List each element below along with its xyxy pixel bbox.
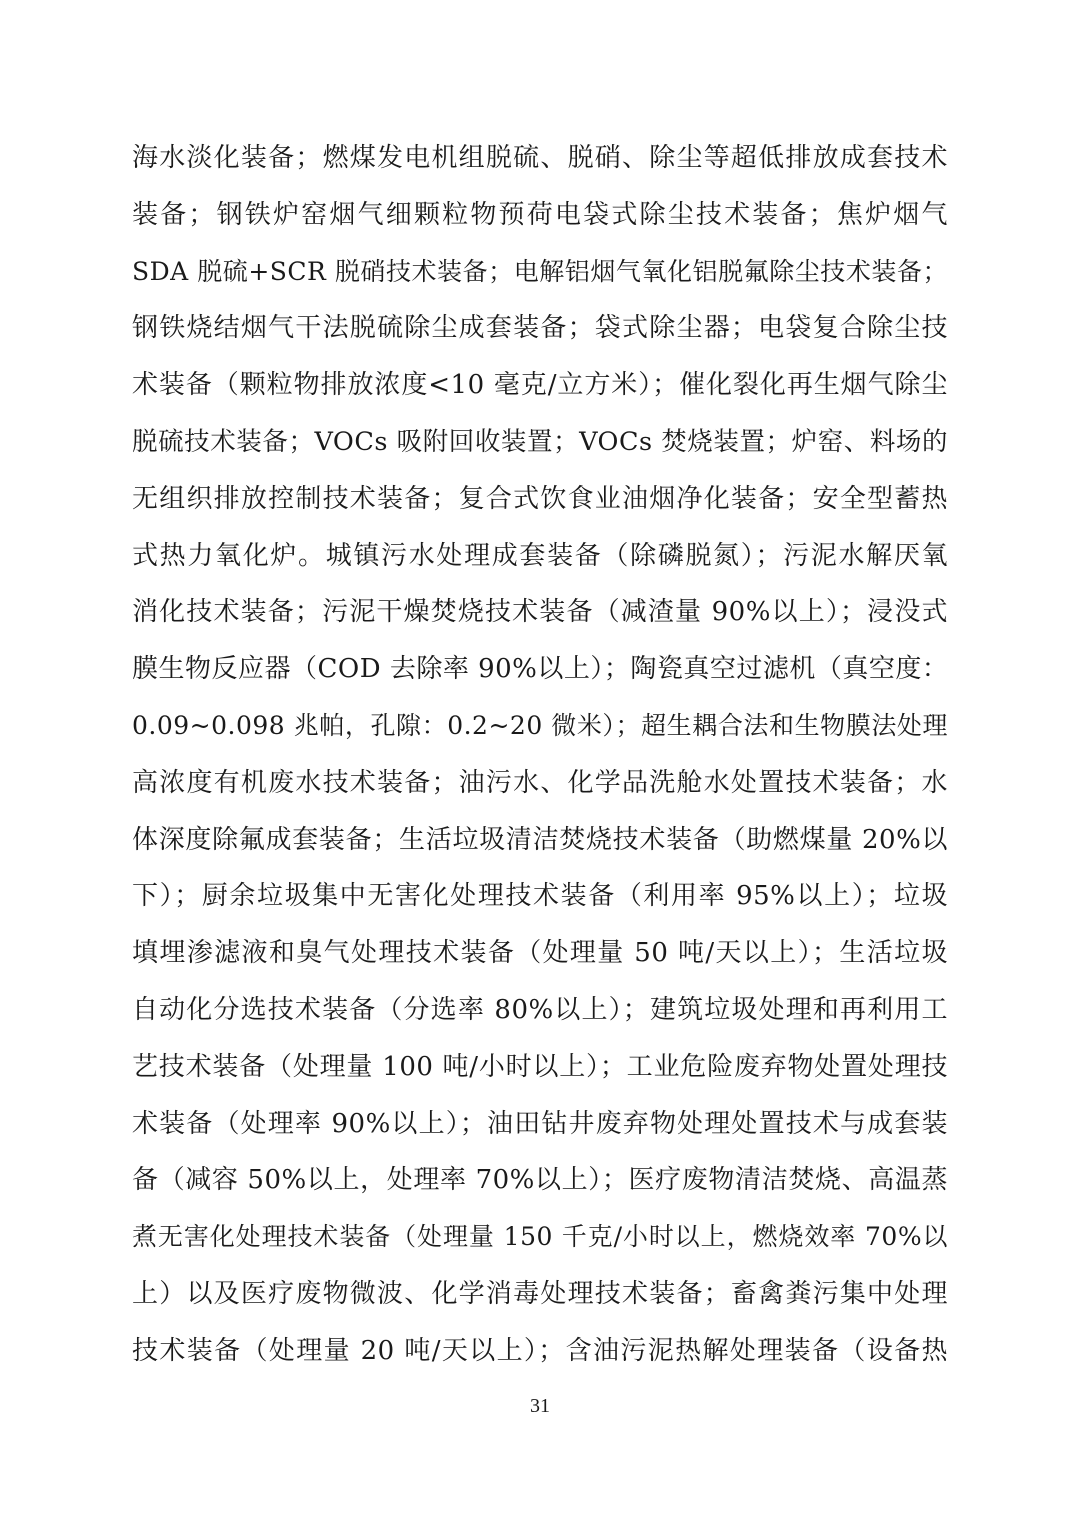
text-line: 上）以及医疗废物微波、化学消毒处理技术装备；畜禽粪污集中处理 (132, 1278, 948, 1309)
page-number: 31 (530, 1395, 550, 1417)
text-line: 高浓度有机废水技术装备；油污水、化学品洗舱水处置技术装备；水 (132, 767, 948, 798)
text-line: 技术装备（处理量 20 吨/天以上）；含油污泥热解处理装备（设备热 (132, 1335, 948, 1366)
text-line: 术装备（处理率 90%以上）；油田钻井废弃物处理处置技术与成套装 (132, 1108, 948, 1139)
text-line: SDA 脱硫+SCR 脱硝技术装备；电解铝烟气氧化铝脱氟除尘技术装备； (132, 256, 948, 286)
text-line: 煮无害化处理技术装备（处理量 150 千克/小时以上，燃烧效率 70%以 (132, 1222, 948, 1252)
text-line: 脱硫技术装备；VOCs 吸附回收装置；VOCs 焚烧装置；炉窑、料场的 (132, 426, 948, 457)
text-line: 式热力氧化炉。城镇污水处理成套装备（除磷脱氮）；污泥水解厌氧 (132, 540, 948, 571)
body-paragraph (132, 130, 948, 1380)
text-line: 下）；厨余垃圾集中无害化处理技术装备（利用率 95%以上）；垃圾 (132, 881, 948, 912)
text-line: 无组织排放控制技术装备；复合式饮食业油烟净化装备；安全型蓄热 (132, 483, 948, 514)
text-line: 消化技术装备；污泥干燥焚烧技术装备（减渣量 90%以上）；浸没式 (132, 597, 948, 628)
text-line: 钢铁烧结烟气干法脱硫除尘成套装备；袋式除尘器；电袋复合除尘技 (132, 313, 948, 344)
text-line: 装备；钢铁炉窑烟气细颗粒物预荷电袋式除尘技术装备；焦炉烟气 (132, 199, 948, 230)
text-line: 艺技术装备（处理量 100 吨/小时以上）；工业危险废弃物处置处理技 (132, 1051, 948, 1082)
text-line: 膜生物反应器（COD 去除率 90%以上）；陶瓷真空过滤机（真空度： (132, 654, 949, 685)
text-line: 自动化分选技术装备（分选率 80%以上）；建筑垃圾处理和再利用工 (132, 994, 948, 1025)
text-line: 术装备（颗粒物排放浓度<10 毫克/立方米）；催化裂化再生烟气除尘 (132, 370, 948, 401)
text-line: 海水淡化装备；燃煤发电机组脱硫、脱硝、除尘等超低排放成套技术 (132, 143, 948, 173)
text-line: 体深度除氟成套装备；生活垃圾清洁焚烧技术装备（助燃煤量 20%以 (132, 824, 948, 855)
text-line: 0.09~0.098 兆帕，孔隙：0.2~20 微米）；超生耦合法和生物膜法处理 (132, 710, 948, 740)
text-line: 填埋渗滤液和臭气处理技术装备（处理量 50 吨/天以上）；生活垃圾 (132, 938, 948, 969)
text-line: 备（减容 50%以上，处理率 70%以上）；医疗废物清洁焚烧、高温蒸 (132, 1165, 948, 1196)
